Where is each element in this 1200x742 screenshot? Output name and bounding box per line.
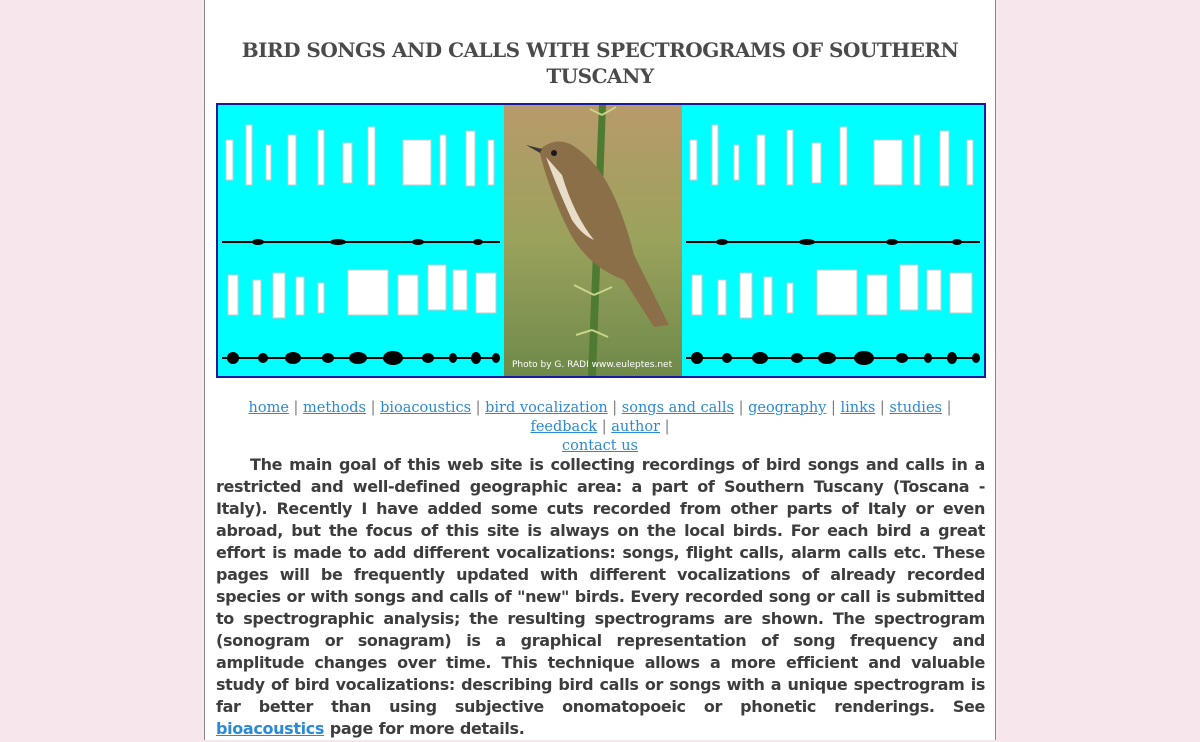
nav-separator: | <box>370 400 376 416</box>
nav-separator: | <box>293 400 299 416</box>
nav-link-songs-and-calls[interactable]: songs and calls <box>621 400 734 416</box>
next-paragraph-partial <box>216 732 985 742</box>
nav-link-author[interactable]: author <box>611 419 661 435</box>
header-banner <box>216 103 986 378</box>
main-navigation <box>215 399 985 456</box>
intro-text-end: page for more details. <box>329 719 525 738</box>
nav-separator: | <box>946 400 952 416</box>
nav-separator: | <box>879 400 885 416</box>
nav-link-geography[interactable]: geography <box>748 400 827 416</box>
nav-separator: | <box>601 419 607 435</box>
nav-link-contact-us[interactable]: contact us <box>562 438 638 454</box>
spectrogram-right <box>682 105 984 376</box>
bioacoustics-inline-link[interactable]: bioacoustics <box>216 719 325 738</box>
nav-link-feedback[interactable]: feedback <box>530 419 598 435</box>
intro-text: The main goal of this web site is collecting recordings of bird songs and calls in a restricted and well-defined geographic area: a part of Southern Tuscany (Toscana - Italy). Recently I have added some cuts recorded from other parts of Italy or even abroad, but the focus of this site is always on the local birds. For each bird a great effort is made to add different vocalizations: songs, flight calls, alarm calls etc. These pages will be frequently updated with different vocalizations of already recorded species or with songs and calls of "new" birds. Every recorded song or call is submitted to spectrographic analysis; the resulting spectrograms are shown. The spectrogram (sonogram or sonagram) is a graphical representation of song frequency and amplitude changes over time. This technique allows a more efficient and valuable study of bird vocalizations: describing bird calls or songs with a unique spectrogram is far better than using subjective onomatopoeic or phonetic renderings. See <box>216 455 985 716</box>
spectrogram-left <box>218 105 504 376</box>
nav-separator: | <box>664 419 670 435</box>
nav-link-studies[interactable]: studies <box>889 400 942 416</box>
nav-separator: | <box>738 400 744 416</box>
nav-separator: | <box>475 400 481 416</box>
photo-credit: Photo by G. RADI www.euleptes.net <box>512 360 673 370</box>
nav-link-links[interactable]: links <box>840 400 876 416</box>
intro-paragraph <box>216 454 985 740</box>
bird-photo <box>504 105 682 376</box>
nav-link-bioacoustics[interactable]: bioacoustics <box>380 400 472 416</box>
page-title: BIRD SONGS AND CALLS WITH SPECTROGRAMS OF SOUTHERN TUSCANY <box>241 38 959 88</box>
nav-separator: | <box>612 400 618 416</box>
nav-link-bird-vocalization[interactable]: bird vocalization <box>485 400 608 416</box>
nav-separator: | <box>830 400 836 416</box>
nav-link-methods[interactable]: methods <box>303 400 366 416</box>
nav-link-home[interactable]: home <box>248 400 289 416</box>
page-container <box>204 0 996 740</box>
